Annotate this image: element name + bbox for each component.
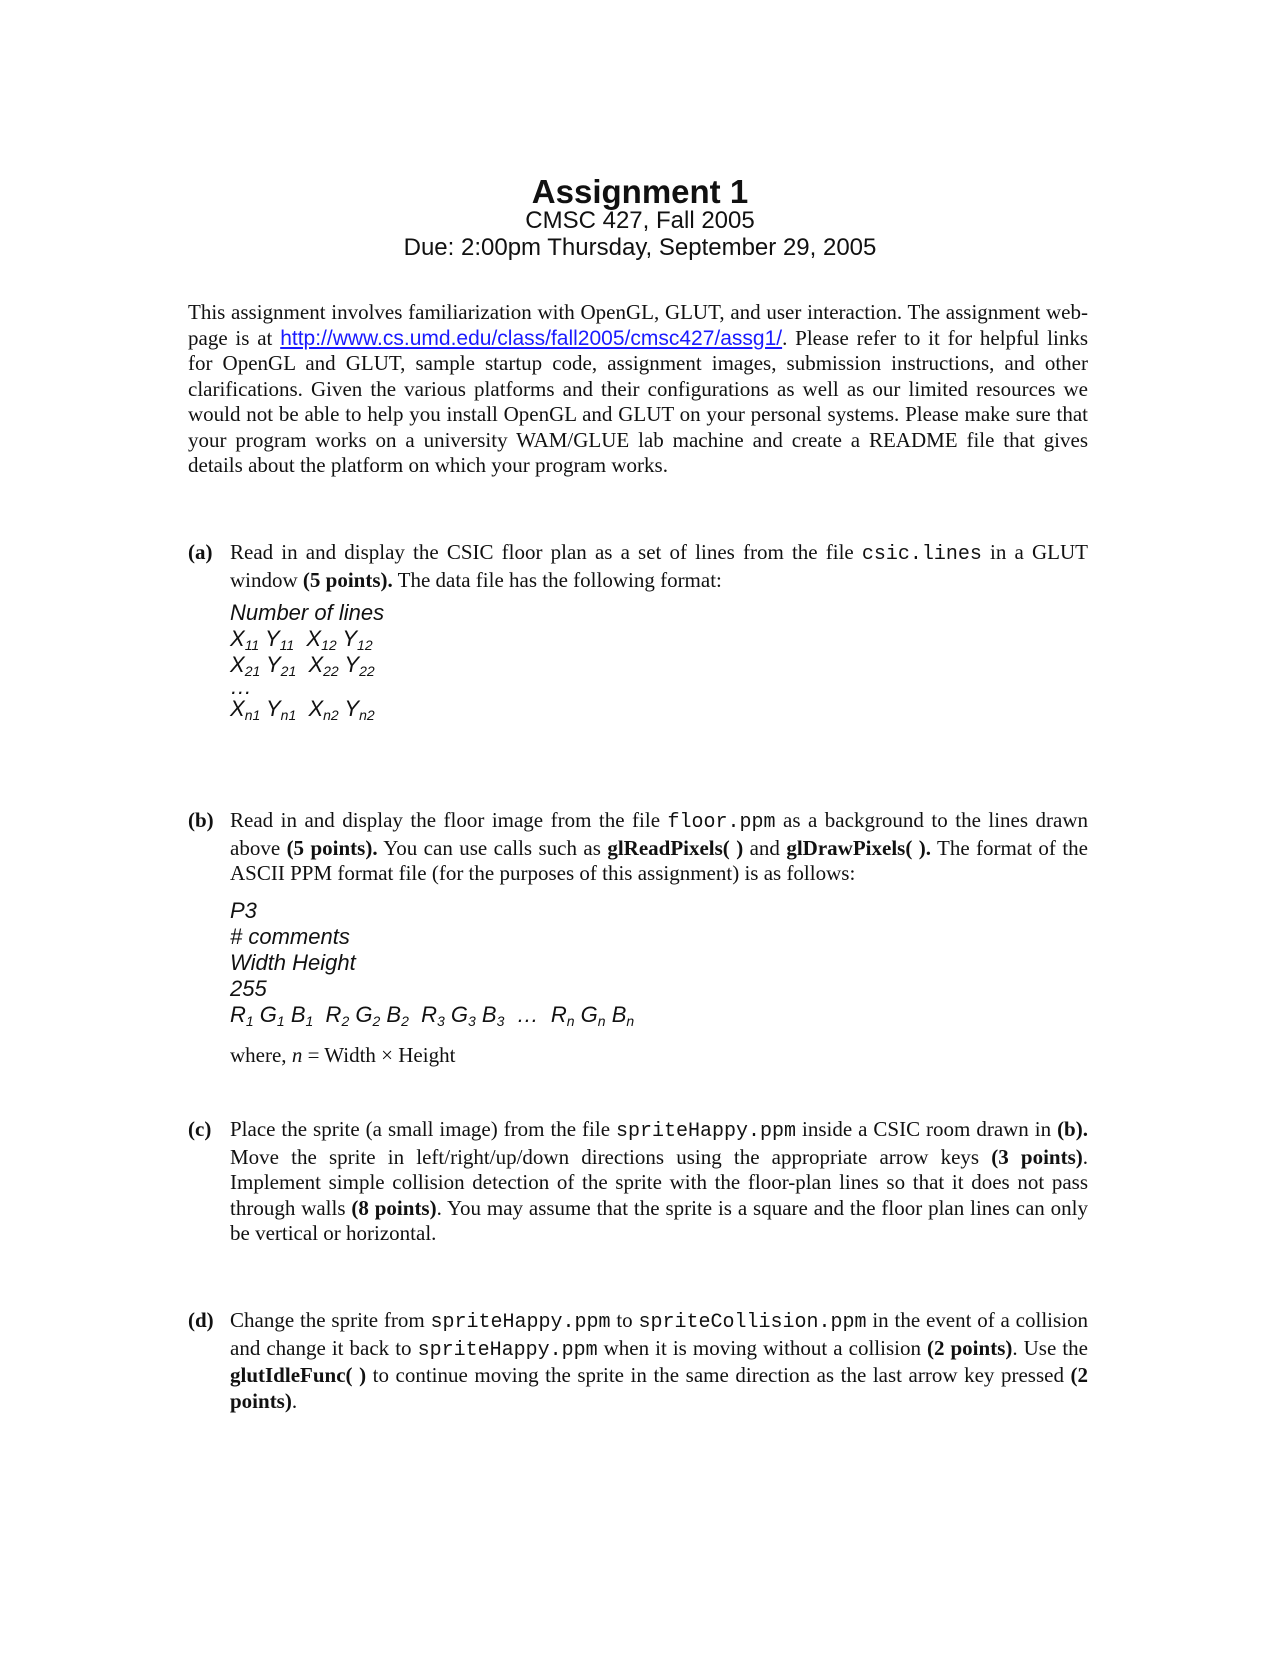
file-csic-lines: csic.lines <box>861 543 982 566</box>
format-row-n: $X_{n1}$ $Y_{n1}$ $X_{n2}$ $Y_{n2}$ <box>230 696 375 723</box>
file-spritehappy-ppm: spriteHappy.ppm <box>616 1120 797 1143</box>
part-a-text: Read in and display the CSIC floor plan as a set of lines from the file csic.lines in a GLUT window (5 points). The data file has the following format: <box>230 540 1088 592</box>
file-spritecollision-ppm: spriteCollision.ppm <box>638 1311 867 1334</box>
part-c-section <box>188 1117 1088 1247</box>
ppm-maxval: 255 <box>230 976 267 1001</box>
part-a-section <box>188 540 1088 593</box>
points-badge: (2 points) <box>230 1363 1089 1413</box>
points-badge: (5 points). <box>286 835 378 860</box>
part-b-section <box>188 808 1088 887</box>
function-glutidlefunc: glutIdleFunc( ) <box>230 1363 367 1387</box>
format-ellipsis: … <box>230 674 252 699</box>
format-row-2: $X_{21}$ $Y_{21}$ $X_{22}$ $Y_{22}$ <box>230 652 375 679</box>
file-floor-ppm: floor.ppm <box>667 811 776 834</box>
points-badge: (2 points) <box>926 1335 1013 1360</box>
part-c-label: (c) <box>188 1117 212 1141</box>
assignment-web-link[interactable]: http://www.cs.umd.edu/class/fall2005/cmsc427/assg1/ <box>280 326 783 350</box>
page-title: Assignment 1 <box>531 173 749 210</box>
part-b-label: (b) <box>188 808 214 832</box>
ppm-rgb-values: $R_1$ $G_1$ $B_1$ $R_2$ $G_2$ $B_2$ $R_3$ $G_3$ $B_3$ … $R_n$ $G_n$ $B_n$ <box>230 1002 635 1029</box>
format-row-1: $X_{11}$ $Y_{11}$ $X_{12}$ $Y_{12}$ <box>230 626 373 653</box>
format-header: Number of lines <box>230 600 385 625</box>
ppm-format-block <box>230 898 634 1028</box>
ppm-dimensions: Width Height <box>230 950 356 975</box>
function-glreadpixels: glReadPixels( ) <box>607 835 744 860</box>
where-formula: where, n = Width × Height <box>230 1043 456 1067</box>
points-badge: (8 points) <box>351 1195 437 1220</box>
points-badge: (5 points). <box>302 567 393 592</box>
due-date-line: Due: 2:00pm Thursday, September 29, 2005 <box>403 234 877 261</box>
part-d-section <box>188 1308 1088 1414</box>
part-b-text: Read in and display the floor image from the file floor.ppm as a background to the lines drawn above (5 points). You can use calls such as glReadPixels( ) and glDrawPixels( ). The format of the ASCII PPM format file (for the purposes of this assignment) is as follows: <box>230 808 1088 885</box>
intro-paragraph <box>188 300 1088 479</box>
file-spritehappy-ppm: spriteHappy.ppm <box>430 1311 611 1334</box>
part-c-text: Place the sprite (a small image) from the file spriteHappy.ppm inside a CSIC room drawn in (b). Move the sprite in left/right/up/down directions using the appropriate arrow keys (3 points). Implement simple collision detection of the sprite with the floor-plan lines so that it does not pass through walls (8 points). You may assume that the sprite is a square and the floor plan lines can only be vertical or horizontal. <box>230 1117 1088 1245</box>
points-badge: (3 points) <box>991 1144 1083 1169</box>
function-gldrawpixels: glDrawPixels( ). <box>786 835 931 860</box>
course-line: CMSC 427, Fall 2005 <box>525 207 755 234</box>
part-d-text: Change the sprite from spriteHappy.ppm to spriteCollision.ppm in the event of a collision and change it back to spriteHappy.ppm when it is moving without a collision (2 points). Use the glutIdleFunc( ) to continue moving the sprite in the same direction as the last arrow key pressed (2 points). <box>230 1308 1089 1413</box>
lines-format-block <box>230 600 384 722</box>
part-d-label: (d) <box>188 1308 214 1332</box>
ppm-magic: P3 <box>230 898 257 923</box>
intro-text-continued: . Please refer to it for helpful links for OpenGL and GLUT, sample startup code, assignment images, submission instructions, and other clarifications. Given the various platforms and their configurations as well as our limited resources we would not be able to help you install OpenGL and GLUT on your personal systems. Please make sure that your program works on a university WAM/GLUE lab machine and create a README file that gives details about the platform on which your program works. <box>188 325 1088 477</box>
part-a-label: (a) <box>188 540 213 564</box>
part-reference: (b). <box>1057 1117 1088 1141</box>
intro-text: This assignment involves familiarization with OpenGL, GLUT, and user interaction. The assignment web-page is at <box>188 300 1088 350</box>
file-spritehappy-ppm: spriteHappy.ppm <box>417 1338 598 1362</box>
ppm-comments: # comments <box>230 924 350 949</box>
